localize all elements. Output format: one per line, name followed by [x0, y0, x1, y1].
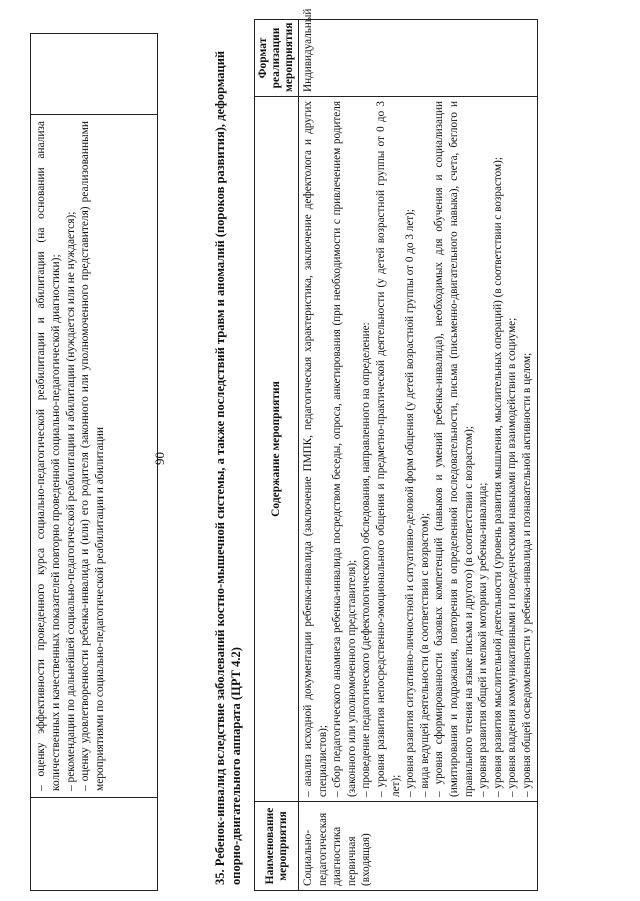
- list-item: – вида ведущей деятельности (в соответствии с возрастом);: [418, 513, 431, 797]
- table-header-row: [255, 20, 299, 891]
- header-activity-content: Содержание мероприятия: [255, 97, 299, 802]
- activity-content-list: [301, 101, 535, 797]
- continuation-empty-cell: [31, 798, 158, 891]
- list-item: – проведение педагогического (дефектологического) обследования, направленного на определение:: [360, 322, 373, 797]
- continuation-bullet: – оценку эффективности проведенного курса социально-педагогической реабилитации и абилитации (на основании анализа количественных и качественных показателей повторно проведенной социально-педагогической диагностики);: [35, 121, 62, 791]
- list-item: – сбор педагогического анамнеза ребенка-инвалида посредством беседы, опроса, анкетирования (при необходимости с привлечением родителя (законного или уполномоченного представителя);: [331, 101, 358, 797]
- continuation-bullet-list: [34, 121, 108, 791]
- activities-table: [254, 8, 538, 891]
- table-row: [299, 20, 538, 891]
- section-heading: 35. Ребенок-инвалид вследствие заболеваний костно-мышечной системы, а также последствий травм и аномалий (пороков развития), деформаций опорно-двигательного аппарата (ЦРТ 4.2): [213, 50, 243, 885]
- page-number: 90: [152, 452, 167, 465]
- list-item: – уровня развития непосредственно-эмоционального общения и предметно-практической деятельности (у детей возрастной группы от 0 до 3 лет);: [374, 101, 402, 797]
- continuation-format-cell: [31, 34, 158, 115]
- activity-name-cell: Социально-педагогическая диагностика первичная (входящая): [299, 802, 538, 891]
- list-item: – уровня общей осведомленности у ребенка-инвалида и познавательной активности в целом;: [520, 352, 533, 797]
- continuation-bullet: – рекомендации по дальнейшей социально-педагогической реабилитации и абилитации (нуждается или не нуждается);: [64, 211, 77, 791]
- continuation-bullet: – оценку удовлетворенности ребенка-инвалида и (или) его родителя (законного или уполномоченного представителя) реализованными мероприятиями по социально-педагогической реабилитации и абилитации: [79, 121, 107, 791]
- list-item: – уровня сформированности базовых компетенций (навыков и умений ребенка-инвалида), необходимых для обучения и социализации (имитирования и подражания, повторения в определенной последовательности, письма (письменно-двигательного навыка), счета, беглого и правильного чтения на языке письма и другого) (в соответствии с возрастом);: [433, 101, 475, 797]
- activity-content-cell: [299, 97, 538, 802]
- list-item: – уровня развития ситуативно-личностной и ситуативно-деловой форм общения (у детей возрастной группы от 0 до 3 лет);: [404, 208, 417, 797]
- list-item: – уровня развития мыслительной деятельности (уровень развития мышления, мыслительных операций) (в соответствии с возрастом);: [491, 157, 504, 797]
- activity-format-cell: Индивидуальный: [299, 20, 538, 97]
- header-activity-format: Формат реализации мероприятия: [255, 20, 299, 97]
- list-item: – уровня развития общей и мелкой моторики у ребенка-инвалида;: [477, 482, 490, 797]
- list-item: – анализ исходной документации ребенка-инвалида (заключение ПМПК, педагогическая характеристика, заключение дефектолога и других специалистов);: [302, 101, 329, 797]
- continuation-table: [30, 33, 158, 891]
- continuation-content-cell: [31, 115, 158, 798]
- header-activity-name: Наименование мероприятия: [255, 802, 299, 891]
- list-item: – уровня владения коммуникативными и поведенческими навыками при взаимодействии в социуме;: [506, 317, 519, 797]
